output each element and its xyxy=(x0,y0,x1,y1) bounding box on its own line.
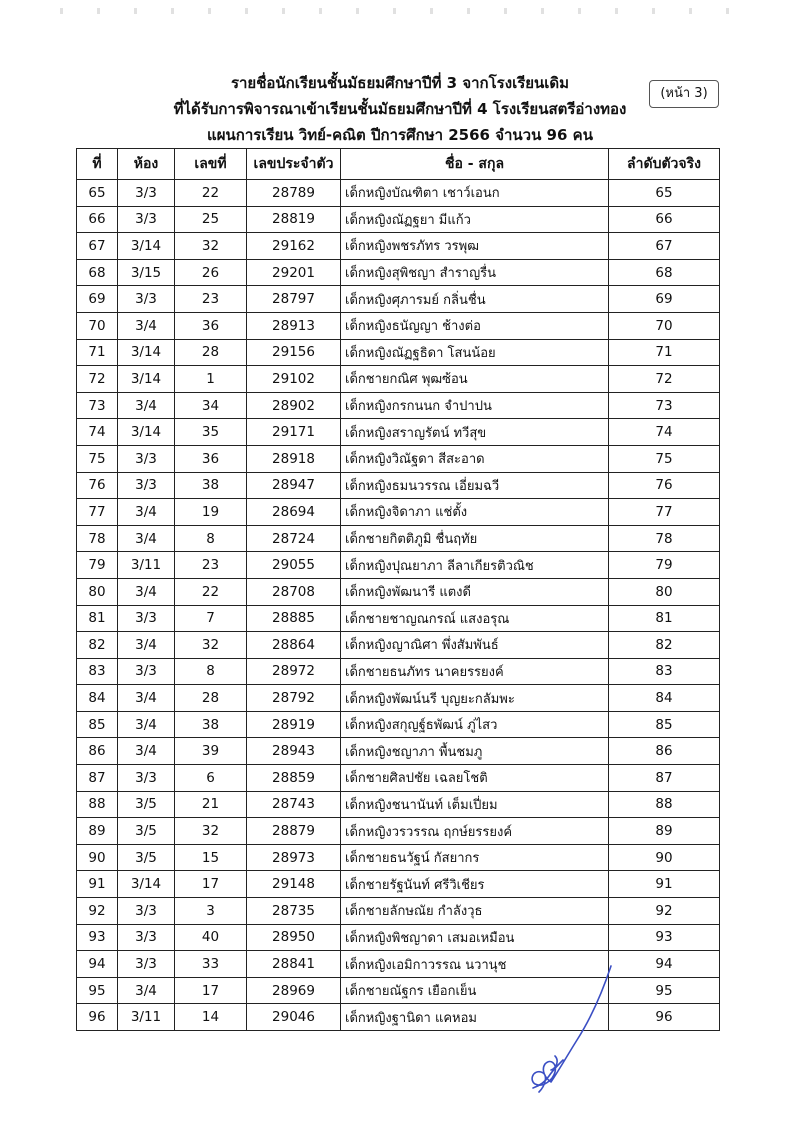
rank: 69 xyxy=(609,286,720,313)
rank: 66 xyxy=(609,206,720,233)
room: 3/14 xyxy=(118,233,175,260)
room: 3/5 xyxy=(118,791,175,818)
student-name: เด็กหญิงสุพิชญา สำราญรื่น xyxy=(341,259,609,286)
rank: 76 xyxy=(609,472,720,499)
student-id: 28879 xyxy=(247,818,341,845)
row-no: 90 xyxy=(77,844,118,871)
seat-no: 22 xyxy=(175,180,247,207)
student-id: 28950 xyxy=(247,924,341,951)
student-name: เด็กหญิงพัฒนารี แตงดี xyxy=(341,578,609,605)
table-row xyxy=(77,286,720,313)
student-id: 28708 xyxy=(247,578,341,605)
student-id: 28819 xyxy=(247,206,341,233)
student-name: เด็กชายศิลปชัย เฉลยโชติ xyxy=(341,765,609,792)
seat-no: 19 xyxy=(175,499,247,526)
student-name: เด็กหญิงศุภารมย์ กลิ่นชื่น xyxy=(341,286,609,313)
student-name: เด็กหญิงธนัญญา ช้างต่อ xyxy=(341,312,609,339)
table-row xyxy=(77,578,720,605)
student-id: 28973 xyxy=(247,844,341,871)
row-no: 95 xyxy=(77,977,118,1004)
row-no: 65 xyxy=(77,180,118,207)
student-id: 28943 xyxy=(247,738,341,765)
table-row xyxy=(77,445,720,472)
rank: 74 xyxy=(609,419,720,446)
student-name: เด็กชายลักษณัย กำลังวุธ xyxy=(341,898,609,925)
rank: 96 xyxy=(609,1004,720,1031)
student-id: 28918 xyxy=(247,445,341,472)
table-row xyxy=(77,844,720,871)
row-no: 67 xyxy=(77,233,118,260)
row-no: 85 xyxy=(77,711,118,738)
table-row xyxy=(77,924,720,951)
rank: 85 xyxy=(609,711,720,738)
rank: 67 xyxy=(609,233,720,260)
student-id: 29148 xyxy=(247,871,341,898)
row-no: 72 xyxy=(77,366,118,393)
seat-no: 23 xyxy=(175,286,247,313)
student-id: 28694 xyxy=(247,499,341,526)
room: 3/3 xyxy=(118,286,175,313)
room: 3/4 xyxy=(118,392,175,419)
row-no: 74 xyxy=(77,419,118,446)
student-id: 28724 xyxy=(247,525,341,552)
rank: 71 xyxy=(609,339,720,366)
table-row xyxy=(77,472,720,499)
room: 3/4 xyxy=(118,632,175,659)
row-no: 77 xyxy=(77,499,118,526)
title-line-2: ที่ได้รับการพิจารณาเข้าเรียนชั้นมัธยมศึกษาปีที่ 4 โรงเรียนสตรีอ่างทอง xyxy=(173,100,627,118)
rank: 94 xyxy=(609,951,720,978)
row-no: 82 xyxy=(77,632,118,659)
student-name: เด็กชายณัฐกร เยือกเย็น xyxy=(341,977,609,1004)
seat-no: 8 xyxy=(175,658,247,685)
student-name: เด็กชายธนวัฐน์ กัสยากร xyxy=(341,844,609,871)
row-no: 89 xyxy=(77,818,118,845)
student-id: 28841 xyxy=(247,951,341,978)
rank: 77 xyxy=(609,499,720,526)
room: 3/3 xyxy=(118,472,175,499)
seat-no: 14 xyxy=(175,1004,247,1031)
table-row xyxy=(77,605,720,632)
student-name: เด็กหญิงพชรภัทร วรพุฒ xyxy=(341,233,609,260)
seat-no: 39 xyxy=(175,738,247,765)
row-no: 66 xyxy=(77,206,118,233)
student-id: 28902 xyxy=(247,392,341,419)
row-no: 86 xyxy=(77,738,118,765)
seat-no: 36 xyxy=(175,445,247,472)
room: 3/4 xyxy=(118,977,175,1004)
room: 3/15 xyxy=(118,259,175,286)
room: 3/3 xyxy=(118,765,175,792)
seat-no: 40 xyxy=(175,924,247,951)
seat-no: 36 xyxy=(175,312,247,339)
title-line-1: รายชื่อนักเรียนชั้นมัธยมศึกษาปีที่ 3 จากโรงเรียนเดิม xyxy=(230,74,570,92)
student-name: เด็กหญิงบัณฑิตา เชาว์เอนก xyxy=(341,180,609,207)
student-id: 28972 xyxy=(247,658,341,685)
student-id: 29162 xyxy=(247,233,341,260)
table-row xyxy=(77,366,720,393)
room: 3/4 xyxy=(118,738,175,765)
row-no: 69 xyxy=(77,286,118,313)
col-header-no: ที่ xyxy=(77,149,118,180)
table-row xyxy=(77,552,720,579)
room: 3/4 xyxy=(118,711,175,738)
table-body xyxy=(77,180,720,1031)
table-row xyxy=(77,711,720,738)
rank: 86 xyxy=(609,738,720,765)
room: 3/3 xyxy=(118,180,175,207)
rank: 75 xyxy=(609,445,720,472)
row-no: 87 xyxy=(77,765,118,792)
rank: 88 xyxy=(609,791,720,818)
student-id: 29102 xyxy=(247,366,341,393)
scan-artifact xyxy=(60,8,740,14)
student-name: เด็กชายธนภัทร นาคยรรยงค์ xyxy=(341,658,609,685)
student-name: เด็กหญิงกรกนนก จำปาปน xyxy=(341,392,609,419)
row-no: 93 xyxy=(77,924,118,951)
rank: 73 xyxy=(609,392,720,419)
table-row xyxy=(77,180,720,207)
row-no: 92 xyxy=(77,898,118,925)
table-row xyxy=(77,339,720,366)
room: 3/3 xyxy=(118,206,175,233)
student-name: เด็กหญิงวรวรรณ ฤกษ์ยรรยงค์ xyxy=(341,818,609,845)
table-row xyxy=(77,658,720,685)
room: 3/14 xyxy=(118,339,175,366)
col-header-student-id: เลขประจำตัว xyxy=(247,149,341,180)
student-name: เด็กหญิงณัฏฐธิดา โสนน้อย xyxy=(341,339,609,366)
student-name: เด็กหญิงเอมิกาวรรณ นวานุช xyxy=(341,951,609,978)
row-no: 88 xyxy=(77,791,118,818)
rank: 90 xyxy=(609,844,720,871)
student-id: 29055 xyxy=(247,552,341,579)
room: 3/11 xyxy=(118,552,175,579)
student-id: 28913 xyxy=(247,312,341,339)
seat-no: 1 xyxy=(175,366,247,393)
page-number-box: (หน้า 3) xyxy=(649,80,719,108)
student-name: เด็กหญิงญาณิศา พึ่งสัมพันธ์ xyxy=(341,632,609,659)
room: 3/5 xyxy=(118,818,175,845)
student-name: เด็กชายชาญณกรณ์ แสงอรุณ xyxy=(341,605,609,632)
room: 3/14 xyxy=(118,366,175,393)
rank: 89 xyxy=(609,818,720,845)
rank: 80 xyxy=(609,578,720,605)
rank: 81 xyxy=(609,605,720,632)
student-name: เด็กหญิงวิณัฐดา สีสะอาด xyxy=(341,445,609,472)
table-row xyxy=(77,738,720,765)
seat-no: 38 xyxy=(175,711,247,738)
rank: 84 xyxy=(609,685,720,712)
student-name: เด็กหญิงจิดาภา แช่ตั้ง xyxy=(341,499,609,526)
student-id: 29171 xyxy=(247,419,341,446)
student-id: 28735 xyxy=(247,898,341,925)
student-id: 28969 xyxy=(247,977,341,1004)
rank: 79 xyxy=(609,552,720,579)
student-name: เด็กหญิงณัฏฐยา มีแก้ว xyxy=(341,206,609,233)
row-no: 79 xyxy=(77,552,118,579)
seat-no: 32 xyxy=(175,818,247,845)
row-no: 83 xyxy=(77,658,118,685)
table-row xyxy=(77,259,720,286)
room: 3/3 xyxy=(118,605,175,632)
row-no: 81 xyxy=(77,605,118,632)
student-name: เด็กหญิงสราญรัตน์ ทวีสุข xyxy=(341,419,609,446)
title-line-3: แผนการเรียน วิทย์-คณิต ปีการศึกษา 2566 จำนวน 96 คน xyxy=(207,126,593,144)
col-header-name: ชื่อ - สกุล xyxy=(341,149,609,180)
table-row xyxy=(77,525,720,552)
seat-no: 6 xyxy=(175,765,247,792)
rank: 87 xyxy=(609,765,720,792)
student-id: 29156 xyxy=(247,339,341,366)
room: 3/11 xyxy=(118,1004,175,1031)
row-no: 68 xyxy=(77,259,118,286)
table-row xyxy=(77,791,720,818)
student-id: 29201 xyxy=(247,259,341,286)
room: 3/3 xyxy=(118,898,175,925)
room: 3/5 xyxy=(118,844,175,871)
seat-no: 34 xyxy=(175,392,247,419)
room: 3/14 xyxy=(118,419,175,446)
row-no: 76 xyxy=(77,472,118,499)
seat-no: 32 xyxy=(175,233,247,260)
seat-no: 35 xyxy=(175,419,247,446)
seat-no: 15 xyxy=(175,844,247,871)
student-id: 28947 xyxy=(247,472,341,499)
student-id: 29046 xyxy=(247,1004,341,1031)
student-name: เด็กหญิงพัฒน์นรี บุญยะกลัมพะ xyxy=(341,685,609,712)
row-no: 78 xyxy=(77,525,118,552)
room: 3/3 xyxy=(118,924,175,951)
table-row xyxy=(77,499,720,526)
student-id: 28885 xyxy=(247,605,341,632)
seat-no: 25 xyxy=(175,206,247,233)
row-no: 80 xyxy=(77,578,118,605)
seat-no: 28 xyxy=(175,339,247,366)
rank: 92 xyxy=(609,898,720,925)
room: 3/4 xyxy=(118,578,175,605)
student-name: เด็กชายกิตติภูมิ ชื่นฤทัย xyxy=(341,525,609,552)
row-no: 70 xyxy=(77,312,118,339)
rank: 65 xyxy=(609,180,720,207)
row-no: 71 xyxy=(77,339,118,366)
room: 3/14 xyxy=(118,871,175,898)
table-header-row xyxy=(77,149,720,180)
rank: 95 xyxy=(609,977,720,1004)
room: 3/4 xyxy=(118,685,175,712)
table-row xyxy=(77,392,720,419)
student-name: เด็กหญิงฐานิดา แคหอม xyxy=(341,1004,609,1031)
seat-no: 38 xyxy=(175,472,247,499)
rank: 72 xyxy=(609,366,720,393)
rank: 70 xyxy=(609,312,720,339)
table-row xyxy=(77,818,720,845)
seat-no: 8 xyxy=(175,525,247,552)
student-name: เด็กหญิงชนานันท์ เต็มเปี่ยม xyxy=(341,791,609,818)
seat-no: 32 xyxy=(175,632,247,659)
student-id: 28864 xyxy=(247,632,341,659)
col-header-rank: ลำดับตัวจริง xyxy=(609,149,720,180)
seat-no: 23 xyxy=(175,552,247,579)
student-name: เด็กชายรัฐนันท์ ศรีวิเชียร xyxy=(341,871,609,898)
row-no: 91 xyxy=(77,871,118,898)
rank: 83 xyxy=(609,658,720,685)
seat-no: 17 xyxy=(175,977,247,1004)
student-name: เด็กหญิงปุณยาภา ลีลาเกียรติวณิช xyxy=(341,552,609,579)
table-row xyxy=(77,685,720,712)
student-id: 28859 xyxy=(247,765,341,792)
table-row xyxy=(77,765,720,792)
room: 3/4 xyxy=(118,525,175,552)
table-row xyxy=(77,871,720,898)
signature xyxy=(515,960,625,1100)
row-no: 73 xyxy=(77,392,118,419)
seat-no: 22 xyxy=(175,578,247,605)
seat-no: 28 xyxy=(175,685,247,712)
room: 3/3 xyxy=(118,658,175,685)
student-id: 28792 xyxy=(247,685,341,712)
rank: 68 xyxy=(609,259,720,286)
col-header-seat: เลขที่ xyxy=(175,149,247,180)
row-no: 94 xyxy=(77,951,118,978)
table-row xyxy=(77,206,720,233)
student-id: 28743 xyxy=(247,791,341,818)
rank: 78 xyxy=(609,525,720,552)
rank: 91 xyxy=(609,871,720,898)
room: 3/4 xyxy=(118,312,175,339)
room: 3/3 xyxy=(118,951,175,978)
student-id: 28797 xyxy=(247,286,341,313)
document-title xyxy=(150,70,650,148)
table-row xyxy=(77,419,720,446)
student-name: เด็กหญิงชญาภา พื้นชมภู xyxy=(341,738,609,765)
student-table xyxy=(76,148,720,1031)
row-no: 84 xyxy=(77,685,118,712)
table-row xyxy=(77,312,720,339)
col-header-room: ห้อง xyxy=(118,149,175,180)
seat-no: 7 xyxy=(175,605,247,632)
student-name: เด็กหญิงพิชญาดา เสมอเหมือน xyxy=(341,924,609,951)
row-no: 96 xyxy=(77,1004,118,1031)
room: 3/4 xyxy=(118,499,175,526)
row-no: 75 xyxy=(77,445,118,472)
rank: 93 xyxy=(609,924,720,951)
seat-no: 33 xyxy=(175,951,247,978)
seat-no: 26 xyxy=(175,259,247,286)
student-id: 28919 xyxy=(247,711,341,738)
seat-no: 21 xyxy=(175,791,247,818)
student-name: เด็กหญิงสกุญฐ์ธพัฒน์ ภู่ไสว xyxy=(341,711,609,738)
student-name: เด็กชายกณิศ พุฒซ้อน xyxy=(341,366,609,393)
seat-no: 17 xyxy=(175,871,247,898)
rank: 82 xyxy=(609,632,720,659)
table-row xyxy=(77,898,720,925)
table-row xyxy=(77,632,720,659)
student-id: 28789 xyxy=(247,180,341,207)
room: 3/3 xyxy=(118,445,175,472)
student-name: เด็กหญิงธมนวรรณ เอี่ยมฉวี xyxy=(341,472,609,499)
seat-no: 3 xyxy=(175,898,247,925)
table-row xyxy=(77,233,720,260)
